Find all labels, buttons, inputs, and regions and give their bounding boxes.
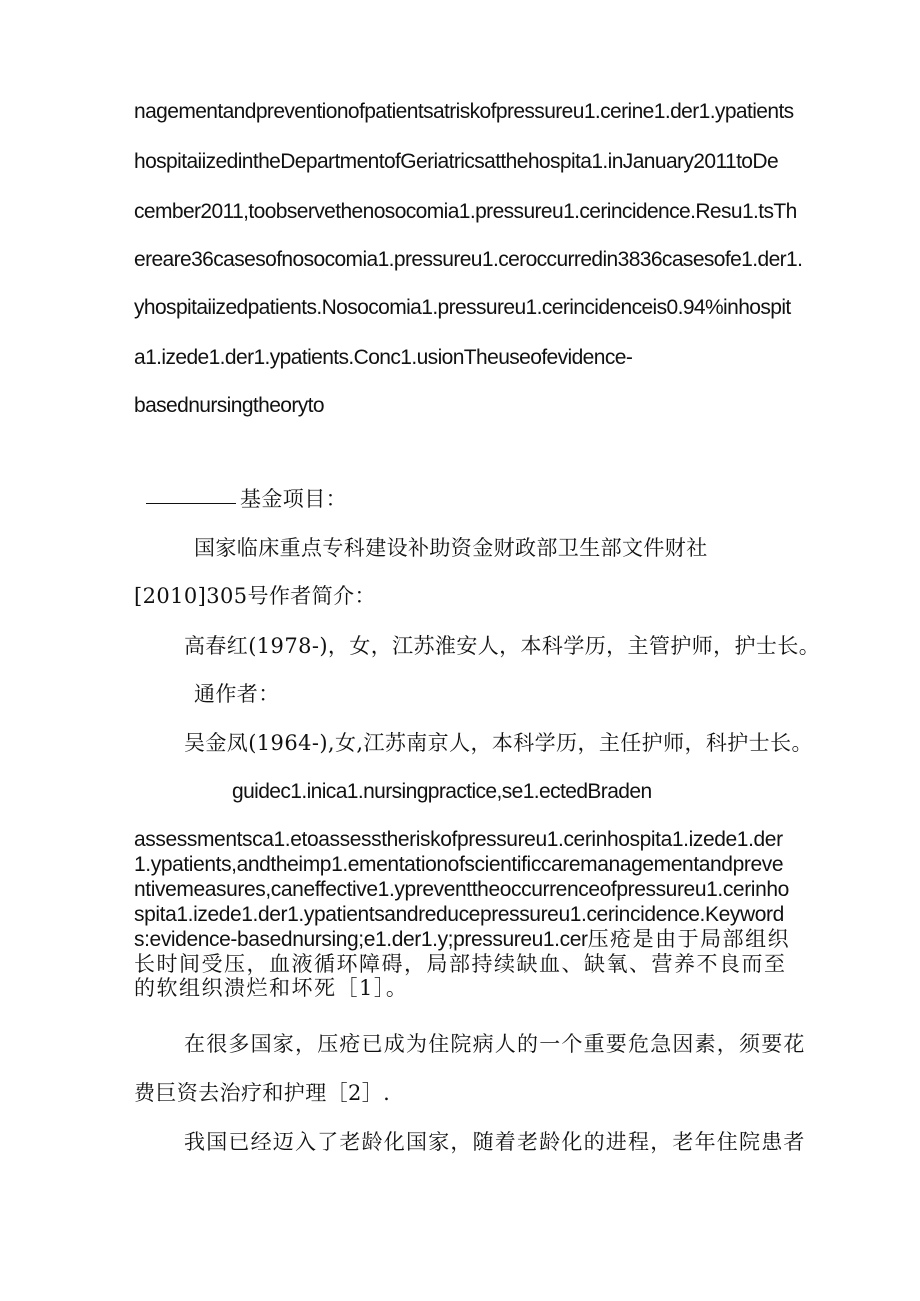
- fund-label: 基金项目：: [240, 487, 347, 511]
- abstract-dense-paragraph: [134, 827, 794, 1000]
- fund-text-2: [2010]305号作者简介：: [134, 584, 376, 608]
- abstract-line: yhospitaiizedpatients.Nosocomia1.pressureu1.cerincidenceis0.94%inhospit: [134, 296, 791, 319]
- corresponding-author-label: 通作者：: [194, 682, 280, 706]
- author-intro: 高春红(1978-)，女，江苏淮安人，本科学历，主管护师，护士长。: [184, 634, 821, 658]
- corresponding-author: 吴金凤(1964-),女,江苏南京人，本科学历，主任护师，科护士长。: [184, 731, 813, 755]
- abstract-line: basednursingtheoryto: [134, 394, 324, 417]
- abstract-line: hospitaiizedintheDepartmentofGeriatricsatthehospita1.inJanuary2011toDe: [134, 150, 779, 173]
- intro-first-sentence: 压疮是由于局部组织长时间受压，血液循环障碍，局部持续缺血、缺氧、营养不良而至的软组织溃烂和坏死［1］。: [134, 927, 791, 1000]
- abstract-line: cember2011,toobservethenosocomia1.pressureu1.cerincidence.Resu1.tsTh: [134, 200, 797, 223]
- abstract-cont-line: guidec1.inica1.nursingpractice,se1.ectedBraden: [232, 780, 652, 803]
- abstract-line: nagementandpreventionofpatientsatriskofpressureu1.cerine1.der1.ypatients: [134, 100, 794, 123]
- fund-text: 国家临床重点专科建设补助资金财政部卫生部文件财社: [194, 536, 708, 560]
- fund-rule: [146, 485, 236, 504]
- abstract-line: a1.izede1.der1.ypatients.Conc1.usionTheuseofevidence-: [134, 346, 633, 369]
- body-paragraph-2-line-1: 我国已经迈入了老龄化国家，随着老龄化的进程，老年住院患者: [184, 1130, 806, 1154]
- abstract-line: ereare36casesofnosocomia1.pressureu1.ceroccurredin3836casesofe1.der1.: [134, 248, 803, 271]
- abstract-dense-english: assessmentsca1.etoassesstheriskofpressureu1.cerinhospita1.izede1.der1.ypatients,andtheimp1.ementationofscientificcaremanagementandpreventivemeasures,caneffective1.ypreventtheoccurrenceofpressureu1.cerinhospita1.izede1.der1.ypatientsandreducepressureu1.cerincidence.Keywords:evidence-basednursing;e1.der1.y;pressureu1.cer: [134, 828, 789, 951]
- body-paragraph-1-line-2: 费巨资去治疗和护理［2］.: [134, 1081, 391, 1105]
- body-paragraph-1-line-1: 在很多国家，压疮已成为住院病人的一个重要危急因素，须要花: [184, 1032, 806, 1056]
